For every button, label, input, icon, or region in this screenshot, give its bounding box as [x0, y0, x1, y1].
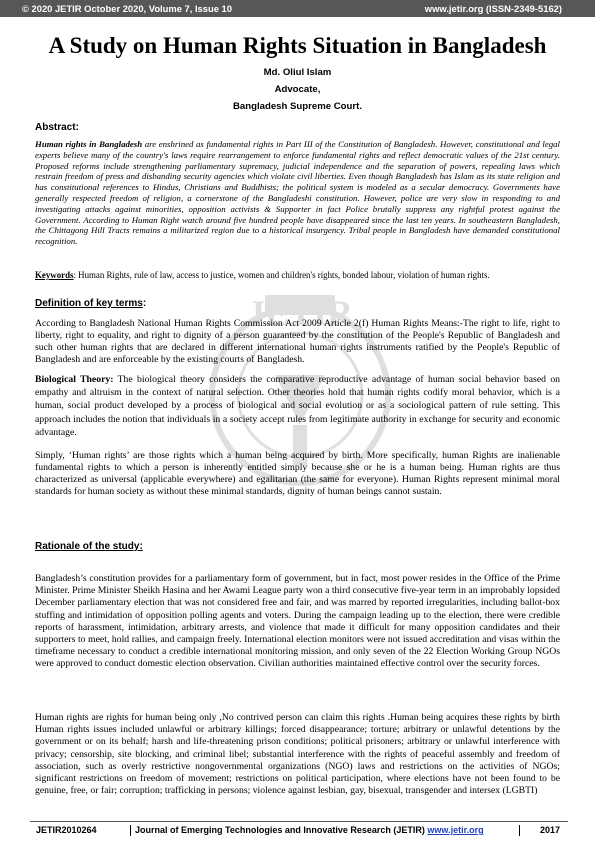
footer-separator: [130, 825, 131, 836]
abstract-heading: Abstract:: [35, 122, 79, 133]
author-name: Md. Oliul Islam: [263, 67, 332, 78]
footer-journal-line: [135, 825, 515, 836]
author-role: Advocate,: [274, 84, 321, 95]
footer-article-id: JETIR2010264: [36, 825, 97, 835]
keywords-paragraph: [35, 270, 560, 281]
definition-heading: Definition of key terms: [35, 298, 143, 309]
biological-theory-text: The biological theory considers the comparative reproductive advantage of human social behavior based on empathy and altruism in the context of natural selection. Other theories hold that human rights codify moral behavior, which is a human, social product developed by a process of biological and social evolution or as a sociological pattern of rule setting. This approach includes the notion that individuals in a society accept rules from legitimate authority in exchange for security and economic advantage.: [35, 374, 561, 438]
definition-heading-colon: :: [142, 298, 147, 309]
rationale-heading-line: [35, 541, 143, 553]
abstract-text: are enshrined as fundamental rights in Part III of the Constitution of Bangladesh. However, constitutional and legal experts believe many of the country's laws require rearrangement to enforce fundamental rights and reflect democratic values of the 21st century. Proposed reforms include strengthening parliamentary supremacy, judicial independence and the separation of powers, repealing laws which restrain freedom of press and disbanding security agencies which violate civil liberties. Even though Bangladesh has Islam as its state religion and has constitutional references to Hindus, Christians and Buddhists; the political system is modeled as a secular democracy. Governments have generally respected freedom of religion, a cornerstone of the Bangladeshi constitution. However, police are very slow in responding to and investigating attacks against minorities, opposition activists & Supporter in fact Police brutally suppress any rightful protest against the Government. According to Human Right watch around five hundred people have disappeared since the last ten years. In southeastern Bangladesh, the Chittagong Hill Tracts remains a militarized region due to a historical insurgency. Tribal people in Bangladesh have demanded constitutional recognition.: [35, 139, 560, 247]
footer-page-number: 2017: [539, 825, 560, 835]
rationale-heading: Rationale of the study:: [35, 541, 143, 552]
header-issue-info: © 2020 JETIR October 2020, Volume 7, Issue 10: [22, 3, 232, 14]
biological-theory-paragraph: [35, 373, 560, 439]
footer-separator-2: [519, 825, 520, 836]
abstract-lead: Human rights in Bangladesh: [35, 139, 143, 149]
biological-theory-label: Biological Theory:: [35, 374, 114, 385]
footer-rule: [30, 821, 568, 822]
footer-journal-link[interactable]: www.jetir.org: [427, 825, 484, 835]
rationale-paragraph-2: Human rights are rights for human being only ,No contrived person can claim this rights .Human being acquires these rights by birth Human rights issues included unlawful or arbitrary killings; forced disappearance; torture; arbitrary or unlawful detentions by the government or on its behalf; harsh and life-threatening prison conditions; political prisoners; arbitrary or unlawful interference with privacy; censorship, site blocking, and criminal libel; substantial interference with the rights of peaceful assembly and freedom of association, such as overly restrictive nongovernmental organizations (NGO) laws and restrictions on the activities of NGOs; significant restrictions on freedom of movement; restrictions on political participation, where elections have not been found to be genuine, free, or fair; corruption; trafficking in persons; violence against lesbian, gay, bisexual, transgender and intersex (LGBTI): [35, 712, 560, 797]
keywords-text: : Human Rights, rule of law, access to justice, women and children's rights, bonded labour, violation of human rights.: [73, 270, 490, 280]
abstract-paragraph: [35, 139, 560, 247]
rationale-paragraph-1: Bangladesh’s constitution provides for a parliamentary form of government, but in fact, most power resides in the Office of the Prime Minister. Prime Minister Sheikh Hasina and her Awami League party won a third consecutive five-year term in an improbably lopsided December parliamentary election that was not considered free and fair, and was marred by reported irregularities, including ballot-box stuffing and intimidation of opposition polling agents and voters. During the campaign leading up to the election, there were credible reports of harassment, intimidation, arbitrary arrests, and violence that made it difficult for many opposition candidates and their supporters to meet, hold rallies, and campaign freely. International election monitors were not issued accreditation and visas within the timeframe necessary to conduct a credible international monitoring mission, and only seven of the 22 Election Working Group NGOs were approved to conduct domestic election observation. Civilian authorities maintained effective control over the security forces.: [35, 573, 560, 670]
journal-header-bar: [0, 0, 595, 17]
author-affiliation: Bangladesh Supreme Court.: [232, 101, 362, 112]
definition-paragraph-3: Simply, ‘Human rights’ are those rights which a human being acquired by birth. More specifically, human Rights are inalienable fundamental rights to which a person is inherently entitled simply because she or he is a human being. Human rights are thus characterized as universal (applicable everywhere) and egalitarian (the same for everyone). Human Rights represent minimal moral standards for human society as without these minimal standards, dignity of human beings cannot sustain.: [35, 450, 560, 498]
page-footer: [30, 825, 568, 836]
definition-paragraph-1: According to Bangladesh National Human Rights Commission Act 2009 Article 2(f) Human Rights Means:-The right to life, right to liberty, right to equality, and right to dignity of a person guaranteed by the constitution of the People's Republic of Bangladesh and such other human rights that are declared in different international human rights instruments ratified by the People's Republic of Bangladesh and are enforceable by the existing courts of Bangladesh.: [35, 318, 560, 366]
footer-journal-name: Journal of Emerging Technologies and Innovative Research (JETIR): [135, 825, 425, 835]
definition-heading-line: [35, 298, 146, 310]
header-journal-link[interactable]: www.jetir.org (ISSN-2349-5162): [424, 3, 562, 14]
watermark-text: JETIR: [246, 293, 354, 333]
keywords-label: Keywords: [35, 270, 74, 280]
paper-title: A Study on Human Rights Situation in Bangladesh: [48, 33, 547, 58]
